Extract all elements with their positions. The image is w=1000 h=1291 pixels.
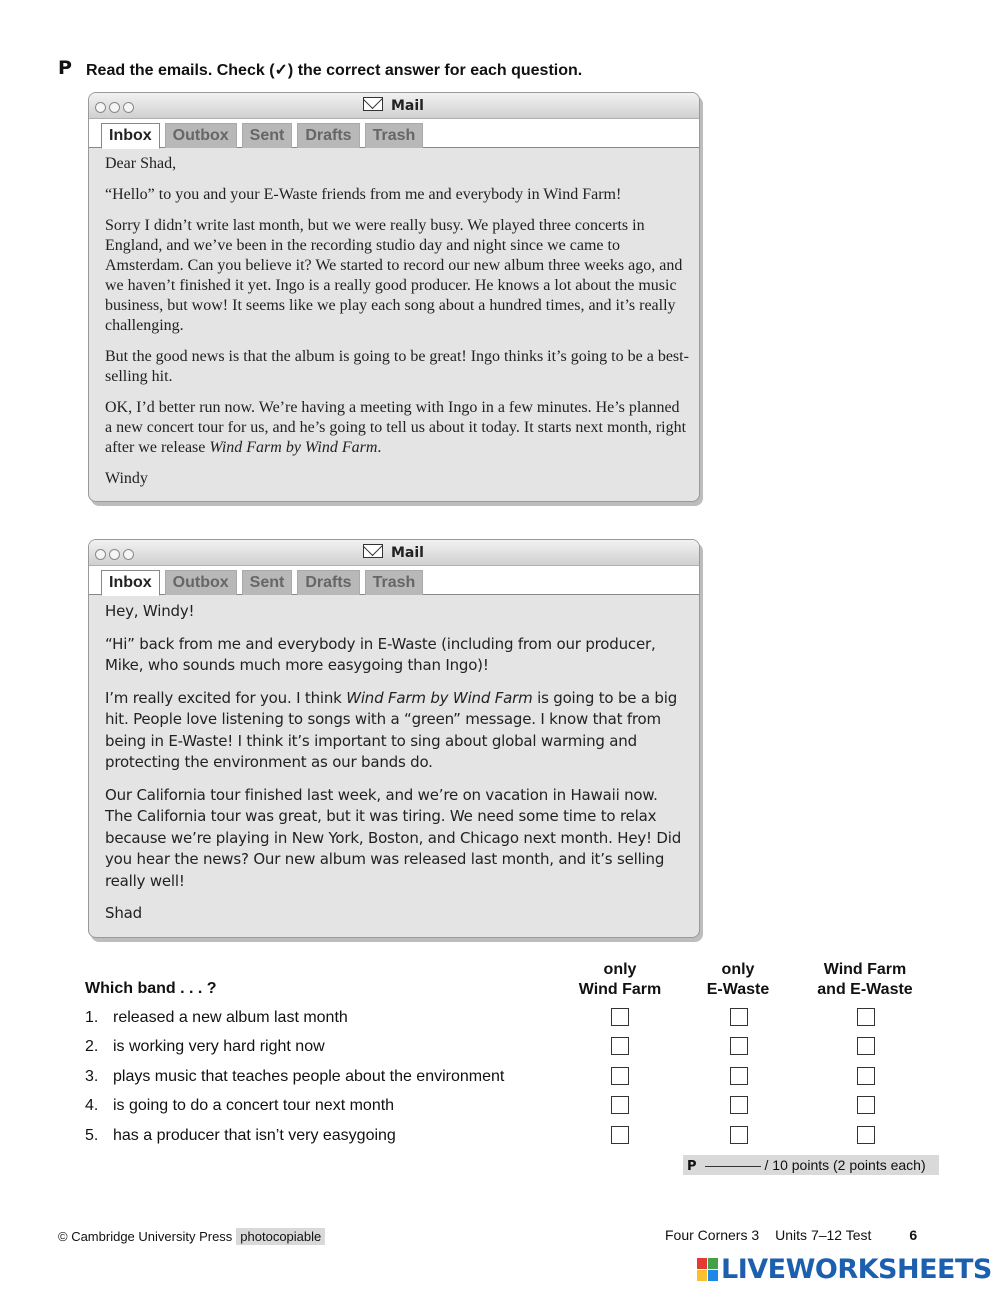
- question-row: 1. released a new album last month: [85, 1009, 348, 1026]
- tab-trash[interactable]: Trash: [365, 570, 424, 595]
- checkbox-q3-wind-farm[interactable]: [611, 1067, 629, 1085]
- tab-drafts[interactable]: Drafts: [297, 570, 359, 595]
- email-window-2: [88, 539, 700, 938]
- column-header-wind-farm: only Wind Farm: [578, 961, 662, 998]
- tab-outbox[interactable]: Outbox: [165, 123, 237, 148]
- checkbox-q1-both[interactable]: [857, 1008, 875, 1026]
- logo-blocks-icon: [697, 1258, 719, 1282]
- email-paragraph: But the good news is that the album is going to be great! Ingo thinks it’s going to be a best-selling hit.: [105, 348, 689, 385]
- column-header-e-waste: only E-Waste: [706, 961, 770, 998]
- checkbox-q5-wind-farm[interactable]: [611, 1126, 629, 1144]
- photocopiable-badge: photocopiable: [236, 1228, 325, 1245]
- tab-drafts[interactable]: Drafts: [297, 123, 359, 148]
- instructions: Read the emails. Check (✓) the correct answer for each question.: [86, 62, 583, 79]
- checkbox-q3-e-waste[interactable]: [730, 1067, 748, 1085]
- points-box: P / 10 points (2 points each): [683, 1155, 939, 1175]
- question-lead: Which band . . . ?: [85, 980, 217, 997]
- email-window-1: [88, 92, 700, 502]
- checkbox-q4-both[interactable]: [857, 1096, 875, 1114]
- section-letter: P: [58, 57, 72, 79]
- tab-trash[interactable]: Trash: [365, 123, 424, 148]
- footer-info: Four Corners 3 Units 7–12 Test 6: [665, 1227, 918, 1243]
- question-row: 5. has a producer that isn’t very easygoing: [85, 1127, 396, 1144]
- window-title: Mail: [391, 545, 424, 561]
- email-greeting: Hey, Windy!: [105, 602, 195, 620]
- email-titlebar: [89, 93, 699, 119]
- envelope-icon: [363, 97, 383, 111]
- tab-outbox[interactable]: Outbox: [165, 570, 237, 595]
- question-row: 3. plays music that teaches people about the environment: [85, 1068, 505, 1085]
- score-blank: [705, 1166, 761, 1167]
- question-row: 4. is going to do a concert tour next month: [85, 1097, 395, 1114]
- checkbox-q3-both[interactable]: [857, 1067, 875, 1085]
- checkbox-q5-e-waste[interactable]: [730, 1126, 748, 1144]
- window-title: Mail: [391, 98, 424, 114]
- mail-tabs: [89, 119, 699, 148]
- tab-sent[interactable]: Sent: [242, 123, 293, 148]
- email-body: [89, 595, 699, 937]
- album-title: Wind Farm by Wind Farm: [346, 688, 533, 707]
- envelope-icon: [363, 544, 383, 558]
- checkbox-q2-both[interactable]: [857, 1037, 875, 1055]
- liveworksheets-logo: LIVEWORKSHEETS: [697, 1255, 992, 1285]
- checkbox-q2-e-waste[interactable]: [730, 1037, 748, 1055]
- email-paragraph: “Hi” back from me and everybody in E-Waste (including from our producer, Mike, who sounds much more easygoing than Ingo)!: [105, 634, 656, 674]
- checkbox-q1-wind-farm[interactable]: [611, 1008, 629, 1026]
- footer-copyright: © Cambridge University Press photocopiable: [58, 1229, 325, 1244]
- email-signature: Windy: [105, 470, 148, 487]
- email-body: [89, 148, 699, 501]
- checkbox-q4-wind-farm[interactable]: [611, 1096, 629, 1114]
- email-paragraph: I’m really excited for you. I think Wind Farm by Wind Farm is going to be a big hit. People love listening to songs with a “green” message. I know that from being in E-Waste! I think it’s important to sing about global warming and protecting the environment as our bands do.: [105, 688, 678, 771]
- checkbox-q5-both[interactable]: [857, 1126, 875, 1144]
- window-controls: [95, 100, 137, 118]
- checkbox-q4-e-waste[interactable]: [730, 1096, 748, 1114]
- album-title: Wind Farm by Wind Farm: [209, 439, 378, 456]
- email-titlebar: [89, 540, 699, 566]
- column-header-both: Wind Farm and E-Waste: [817, 961, 913, 998]
- page-number: 6: [909, 1227, 918, 1243]
- tab-sent[interactable]: Sent: [242, 570, 293, 595]
- mail-tabs: [89, 566, 699, 595]
- window-controls: [95, 547, 137, 565]
- question-row: 2. is working very hard right now: [85, 1038, 325, 1055]
- email-paragraph: “Hello” to you and your E-Waste friends from me and everybody in Wind Farm!: [105, 186, 622, 203]
- checkbox-q2-wind-farm[interactable]: [611, 1037, 629, 1055]
- tab-inbox[interactable]: Inbox: [101, 123, 160, 149]
- email-paragraph: Sorry I didn’t write last month, but we were really busy. We played three concerts in England, and we’ve been in the recording studio day and night since we came to Amsterdam. Can you believe it? We started to record our new album three weeks ago, and we haven’t finished it yet. Ingo is a really good producer. He knows a lot about the music business, but wow! It seems like we play each song about a hundred times, and it’s really challenging.: [105, 217, 683, 334]
- checkbox-q1-e-waste[interactable]: [730, 1008, 748, 1026]
- email-paragraph: OK, I’d better run now. We’re having a meeting with Ingo in a few minutes. He’s planned a new concert tour for us, and he’s going to tell us about it today. It starts next month, right after we release Wind Farm by Wind Farm.: [105, 399, 687, 456]
- tab-inbox[interactable]: Inbox: [101, 570, 160, 596]
- email-greeting: Dear Shad,: [105, 155, 177, 172]
- email-signature: Shad: [105, 904, 142, 922]
- email-paragraph: Our California tour finished last week, and we’re on vacation in Hawaii now. The California tour was great, but it was tiring. We need some time to relax because we’re playing in New York, Boston, and Chicago next month. Hey! Did you hear the news? Our new album was released last month, and it’s selling really well!: [105, 785, 682, 890]
